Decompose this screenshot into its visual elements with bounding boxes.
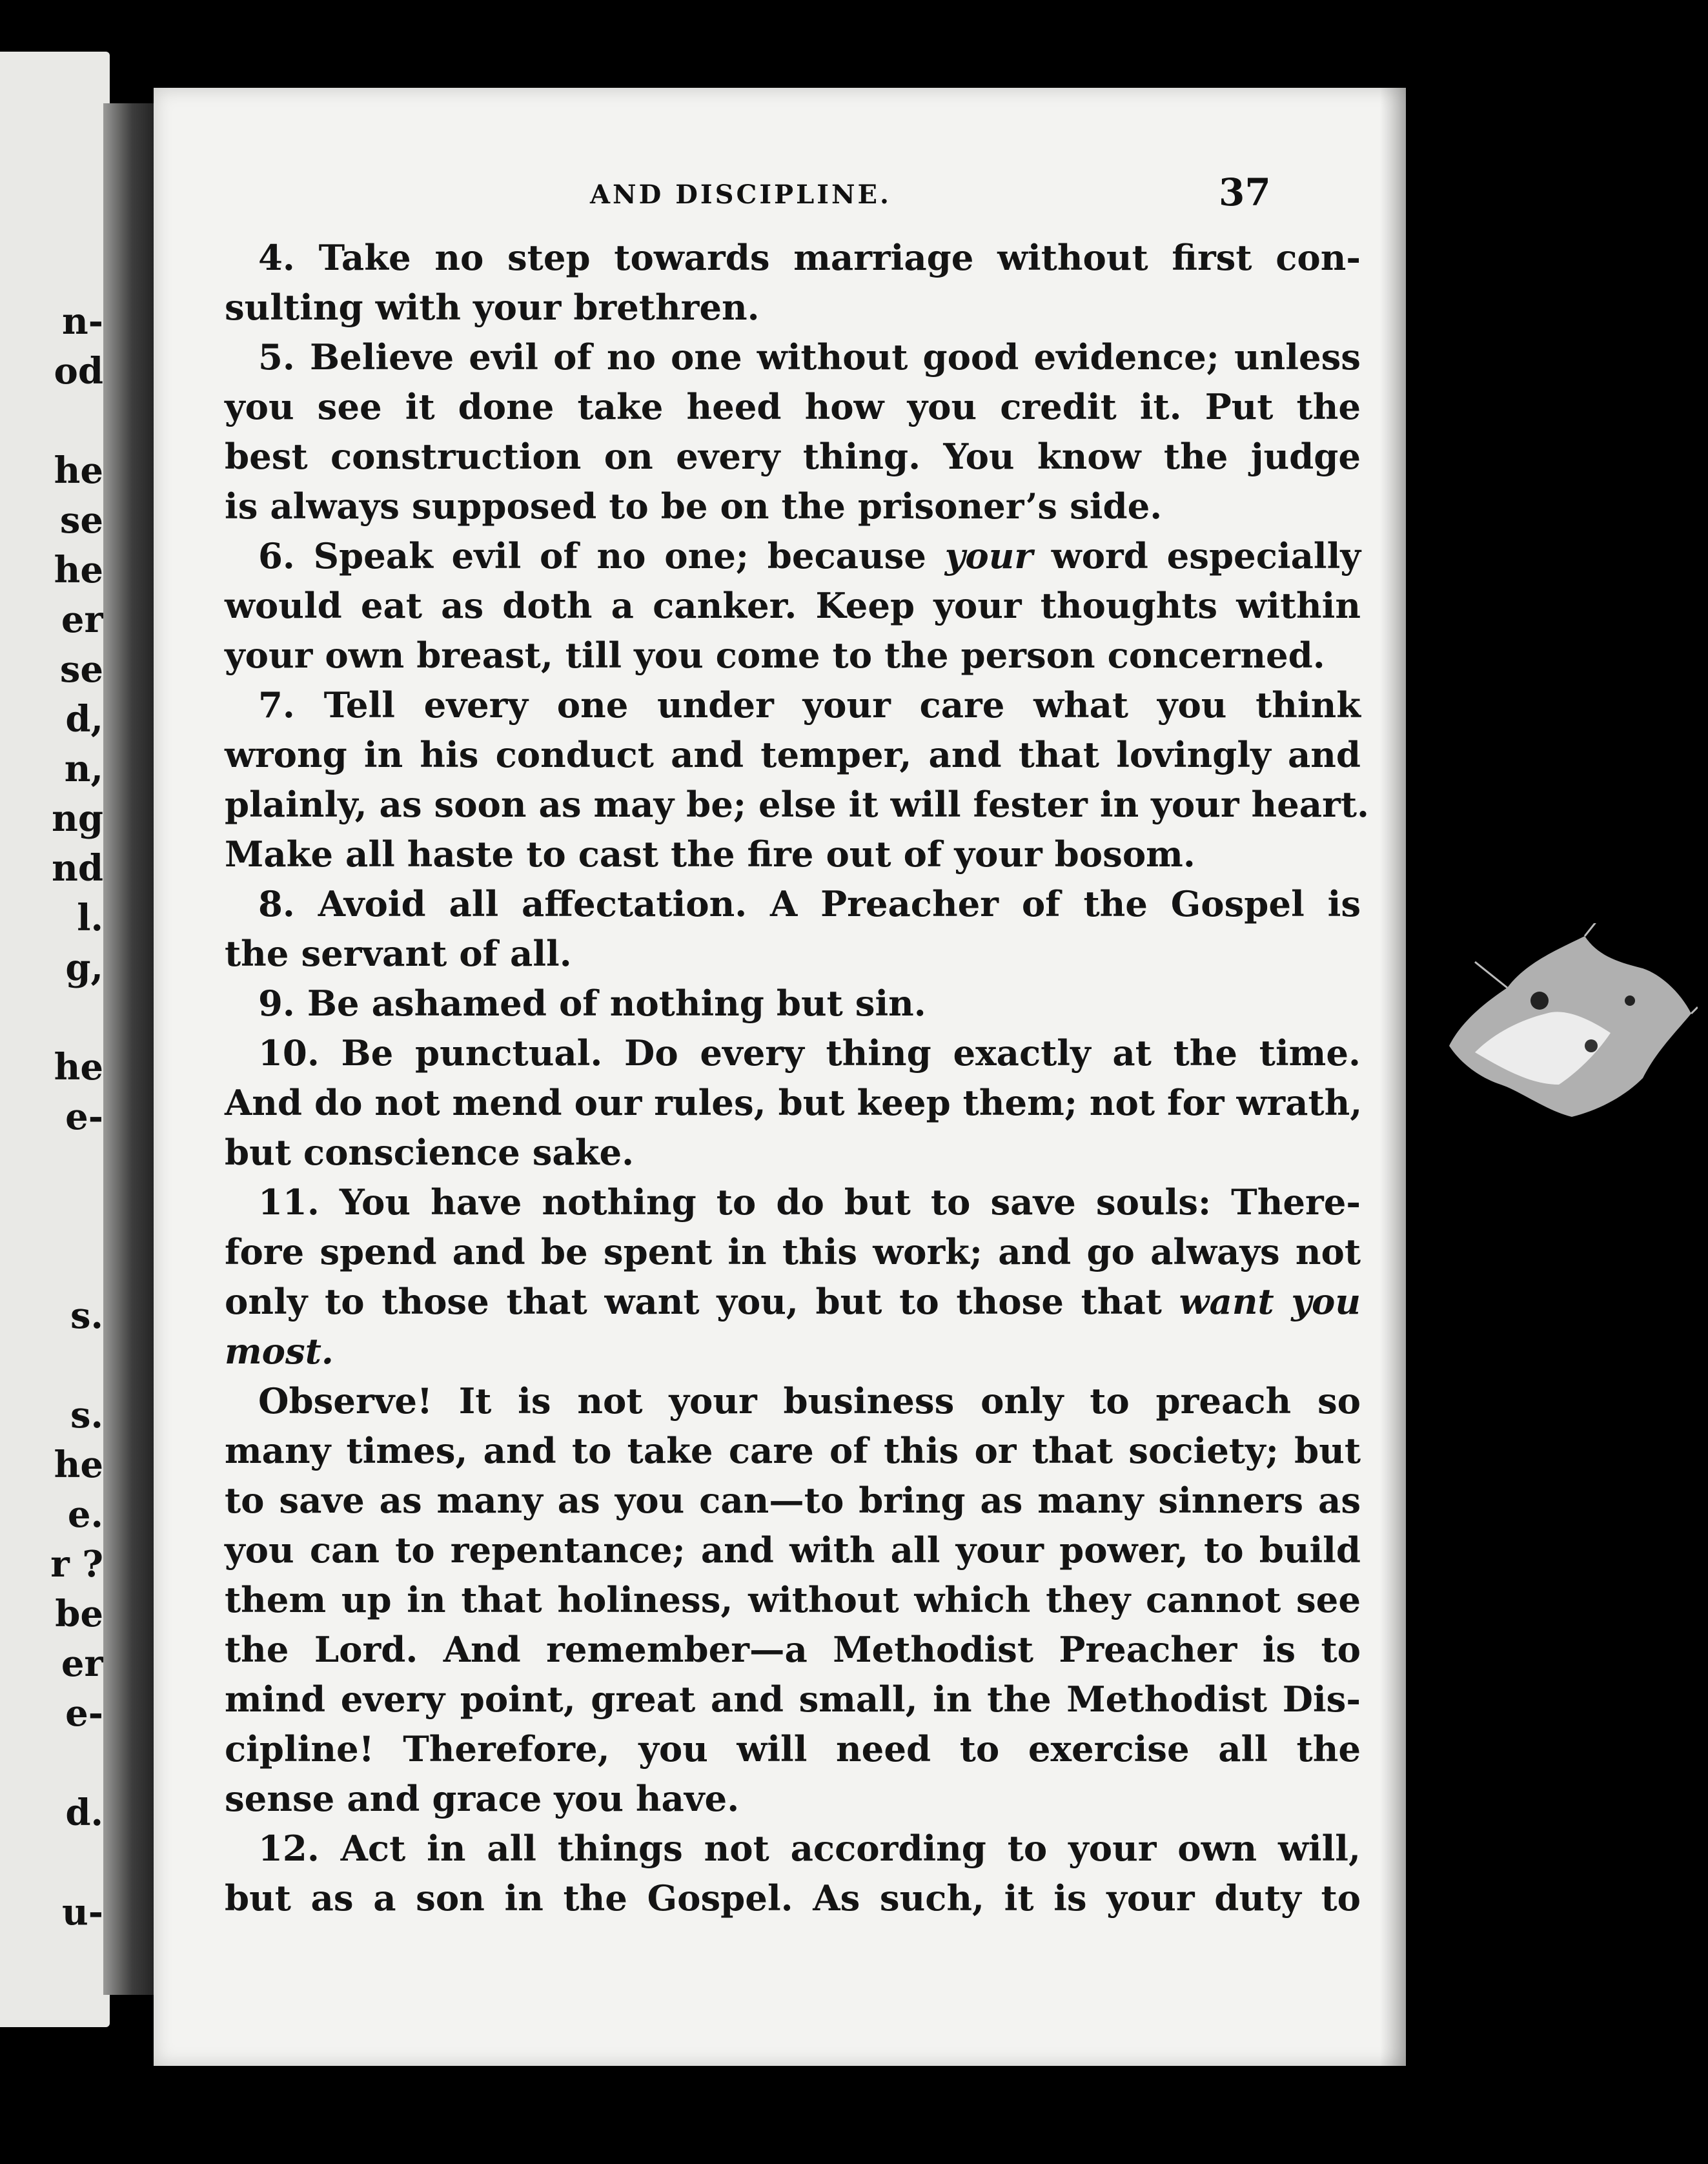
text-line: you can to repentance; and with all your power, to build <box>225 1529 1361 1571</box>
facing-page-fragment: se <box>59 499 103 542</box>
text-line: 9. Be ashamed of nothing but sin. <box>258 983 926 1024</box>
facing-page-fragment <box>0 1341 103 1391</box>
facing-page-fragment: s. <box>70 1394 103 1436</box>
text-line: sense and grace you have. <box>225 1778 740 1819</box>
facing-page-fragment: e- <box>65 1692 103 1735</box>
text-line: your own breast, till you come to the person concerned. <box>225 635 1325 676</box>
text-line: Make all haste to cast the fire out of your bosom. <box>225 833 1195 875</box>
text-line: but as a son in the Gospel. As such, it is your duty to <box>225 1877 1361 1919</box>
text-line: best construction on every thing. You know the judge <box>225 436 1361 477</box>
facing-page-fragment: s. <box>70 1294 103 1337</box>
facing-page-fragment <box>0 1241 103 1291</box>
facing-page-fragment: he <box>54 1046 103 1088</box>
book-gutter <box>103 103 156 1995</box>
facing-page-text-fragments <box>0 297 103 1937</box>
text-line: 5. Believe evil of no one without good evidence; unless <box>258 336 1361 378</box>
facing-page-fragment: ng <box>52 797 103 840</box>
book-page <box>154 88 1406 2066</box>
text-line: the Lord. And remember—a Methodist Preacher is to <box>225 1629 1361 1670</box>
facing-page-fragment: er <box>61 1642 103 1685</box>
facing-page-fragment: l. <box>77 897 103 939</box>
text-line: 10. Be punctual. Do every thing exactly at the time. <box>258 1032 1361 1074</box>
text-line: 6. Speak evil of no one; because your word especially <box>258 535 1361 577</box>
facing-page-fragment: he <box>54 449 103 492</box>
text-line: And do not mend our rules, but keep them; not for wrath, <box>225 1082 1363 1123</box>
facing-page-fragment <box>0 993 103 1043</box>
facing-page-fragment: e. <box>67 1493 103 1536</box>
facing-page-fragment: e- <box>65 1096 103 1138</box>
text-line: you see it done take heed how you credit it. Put the <box>225 386 1361 427</box>
facing-page-fragment <box>0 1142 103 1192</box>
text-line: 11. You have nothing to do but to save souls: There- <box>258 1181 1361 1223</box>
facing-page-fragment: n- <box>62 300 103 343</box>
facing-page-fragment: g, <box>65 946 103 989</box>
text-line: mind every point, great and small, in the Methodist Dis- <box>225 1679 1361 1720</box>
text-line: plainly, as soon as may be; else it will fester in your heart. <box>225 784 1369 825</box>
facing-page-fragment <box>0 1192 103 1241</box>
text-line: only to those that want you, but to those that want you <box>225 1281 1361 1322</box>
text-line: sulting with your brethren. <box>225 287 760 328</box>
text-line: fore spend and be spent in this work; and go always not <box>225 1231 1361 1272</box>
paper-debris-image <box>1436 923 1698 1123</box>
facing-page-fragment: er <box>61 598 103 641</box>
facing-page-fragment: he <box>54 549 103 591</box>
facing-page-fragment <box>0 1739 103 1788</box>
facing-page-fragment: nd <box>52 847 103 890</box>
facing-page-fragment: od <box>54 350 103 393</box>
facing-page-edge <box>0 52 110 2027</box>
text-line: 7. Tell every one under your care what you think <box>258 684 1361 726</box>
facing-page-fragment: d, <box>65 698 103 740</box>
text-line: wrong in his conduct and temper, and that lovingly and <box>225 734 1361 775</box>
facing-page-fragment: r ? <box>50 1543 103 1586</box>
text-line: them up in that holiness, without which they cannot see <box>225 1579 1361 1620</box>
facing-page-fragment: d. <box>65 1791 103 1834</box>
text-line: would eat as doth a canker. Keep your thoughts within <box>225 585 1361 626</box>
running-title: AND DISCIPLINE. <box>590 179 891 210</box>
text-line: but conscience sake. <box>225 1132 635 1173</box>
text-line: is always supposed to be on the prisoner’s side. <box>225 485 1163 527</box>
text-line: to save as many as you can—to bring as many sinners as <box>225 1480 1361 1521</box>
text-line: cipline! Therefore, you will need to exercise all the <box>225 1728 1361 1770</box>
text-line: the servant of all. <box>225 933 572 974</box>
text-line: many times, and to take care of this or that society; but <box>225 1430 1361 1471</box>
facing-page-fragment <box>0 396 103 446</box>
text-line: Observe! It is not your business only to preach so <box>258 1380 1361 1422</box>
facing-page-fragment: se <box>59 648 103 691</box>
facing-page-fragment: he <box>54 1444 103 1486</box>
facing-page-fragment: n, <box>64 748 103 790</box>
text-line: 4. Take no step towards marriage without first con- <box>258 237 1361 278</box>
running-head <box>154 170 1406 231</box>
facing-page-fragment <box>0 1838 103 1888</box>
body-text <box>225 233 1432 1923</box>
facing-page-fragment: u- <box>62 1891 103 1934</box>
page-number: 37 <box>1219 170 1271 214</box>
text-line: most. <box>225 1331 334 1372</box>
text-line: 12. Act in all things not according to your own will, <box>258 1828 1361 1869</box>
text-line: 8. Avoid all affectation. A Preacher of the Gospel is <box>258 883 1361 924</box>
facing-page-fragment: be <box>55 1593 103 1635</box>
